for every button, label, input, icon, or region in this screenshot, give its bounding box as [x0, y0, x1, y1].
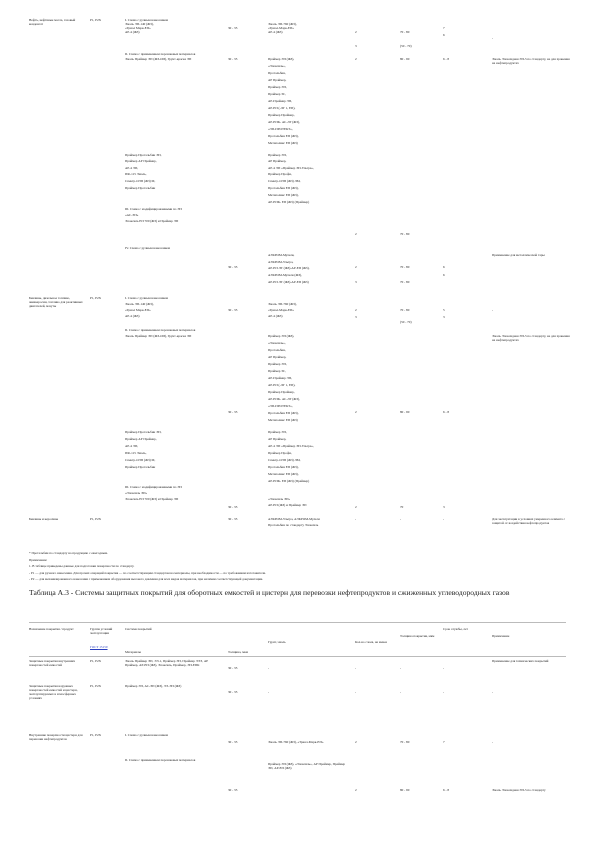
sealant-line: АР Праймер, [268, 355, 287, 359]
table-cell: Праймер ЭП, АС-ЭП (ЖЗ), ЭЭ-ЭП (ЖЗ) [125, 684, 182, 688]
sealant-line: «Эпоксиль ЭП» [268, 497, 291, 501]
material-line: «Эпоксиль ЭП» [125, 491, 148, 495]
sealant-line: АР-4 (ЖЗ) [268, 30, 283, 34]
layers: 2 [355, 410, 357, 414]
row-label: Бензины и керосины [29, 517, 59, 521]
table-cell: Внутренние поверхности цистерн для перевозки нефтепродуктов [29, 733, 83, 742]
sealant-line: АР-ЕП (ЖЗ) и Праймер ЭП [268, 503, 307, 507]
header-system: Система покрытий [125, 627, 152, 631]
sealant-line: Праймер Профи, [268, 451, 292, 455]
sealant-line: «ЭП-ПРОТЕКТ», [268, 127, 293, 131]
note: - [492, 308, 494, 312]
material-line: Праймер АР Праймер, [125, 159, 157, 163]
sealant-line: Праймер Праймер, [268, 390, 295, 394]
service-life: 6 [443, 273, 445, 277]
header-life: Срок службы, лет [443, 627, 468, 631]
material-line: Эмаль ЭП-140 (ЖЗ), [125, 302, 154, 306]
table-cell: 70 - 80 [400, 740, 410, 744]
footnote: - Р2 — для механизированного нанесения с применением оборудования высокого давления для всех видов материалов, при наличии соответствующей документации. [29, 577, 264, 581]
header-purpose: Назначение покрытия / продукт [29, 627, 74, 631]
material-line: Эмаль Праймер ЭП (ЖЗ-ОИ), Грунт-краска ЭП [125, 57, 192, 61]
sealant-line: АЭКРОМ-Ультра, [268, 260, 294, 264]
section-name: III. Схема с модифицированными по ЭП [125, 485, 182, 489]
sealant-line: Праймер ЭП (ЖЗ), [268, 334, 295, 338]
total-thickness: 80 - 90 [400, 57, 410, 61]
service-life: 3 [443, 315, 445, 319]
service-life: 3 [443, 505, 445, 509]
sealant-line: Спектр-ОЭП (ЖЗ) ЛМ, [268, 458, 301, 462]
material-line: «Триал Марк-ЕП» [125, 26, 151, 30]
total-thickness: 70 - 80 [400, 232, 410, 236]
thickness: 30 - 35 [228, 505, 238, 509]
sealant-line: Метаполикс ЕП (ЖЗ), [268, 193, 299, 197]
material-line: Праймер Протальбин [125, 186, 156, 190]
sealant-line: «ЭП-ПРОТЕКТ», [268, 404, 293, 408]
sealant-line: Праймер ЗС, [268, 92, 286, 96]
section-name: I. Схема с ручным нанесением [125, 18, 168, 22]
total-thickness: 80 - 90 [400, 410, 410, 414]
sealant-line: Эмаль ЭП-760 (ЖЗ), [268, 22, 297, 26]
header-note: Примечание [492, 634, 510, 638]
sealant-line: АР-Праймер ЭП, [268, 376, 292, 380]
note: Эмаль Эпоксидная ЭП-5 по стандарту, не для хранения на нефтепродуктах [492, 57, 570, 66]
sealant-line: АР-4 ЭП «Праймер ЭП-Ультра», [268, 166, 314, 170]
footnote: - Р1 — для ручного нанесения. Для прочих операций покрытия — по соответствующим стандартам на материалы, при необходимости — по требованиям изготовителя. [29, 571, 266, 575]
service-life: 6 [443, 33, 445, 37]
sealant-line: Метаполикс ЕП (ЖЗ) [268, 418, 298, 422]
sealant-line: Спектр-ОЭП (ЖЗ) ЛМ, [268, 179, 301, 183]
sealant-line: Протальбин, [268, 348, 286, 352]
sealant-line: Эмаль ЭП-760 (ЖЗ), [268, 302, 297, 306]
sealant-line: Протальбин ЕП (ЖЗ), [268, 186, 299, 190]
sealant-line: АР-ЕП (-ЛГ 1, ЕП), [268, 106, 296, 110]
header-total: Толщина покрытия, мкм [400, 634, 435, 638]
header-layers: Кол-во слоев, не менее [355, 640, 388, 644]
layers: 2 [355, 232, 357, 236]
note: - [492, 36, 494, 40]
table-cell: Эмаль Праймер ЭП, ЭЭ-1, Праймер ЭП, Праймер ЭЭЭ, АР Праймер, АР-ЕП (ЖЗ), Эпоксиль, Праймер, ЭП-ЕПК [125, 659, 209, 668]
service-life: 6 - 8 [443, 410, 450, 414]
note: Применение для металлической тары [492, 253, 545, 257]
sealant-line: Праймер ЭП, [268, 362, 287, 366]
table-cell: I. Схема с ручным нанесением [125, 733, 168, 737]
sealant-line: АЭКРОМ-Ультра, АЭКРОМ-Мульти [268, 517, 320, 521]
footnote: Примечание: [29, 558, 48, 562]
service-life: 7 [443, 26, 445, 30]
table-cell: 2 [355, 740, 357, 744]
total-thickness: (50 - 70) [400, 320, 412, 324]
sealant-line: АР-Праймер ЭП, [268, 99, 292, 103]
table-cell: - [443, 666, 445, 670]
footnote: 1. В таблице приведены данные для подготовки поверхности по стандарту. [29, 564, 135, 568]
sealant-line: АР-ЕП (-ЛГ 1, ЕП), [268, 383, 296, 387]
material-line: «Триал Марк-ЕП» [125, 308, 151, 312]
sealant-line: Протальбин ЕП (ЖЗ), [268, 411, 299, 415]
sealant-line: Праймер ЭП, [268, 85, 287, 89]
service-life: 5 [443, 308, 445, 312]
material-line: Праймер Протальбин ЭП, [125, 153, 162, 157]
table-rule [29, 622, 566, 623]
row-class: Р1, Р2Х [90, 517, 101, 521]
sealant-line: Метаполикс ЕП (ЖЗ) [268, 141, 298, 145]
layers: - [355, 517, 357, 521]
table-cell: 7 [443, 740, 445, 744]
table-cell: - [492, 690, 494, 694]
sealant-line: АЭКРОМ-Мульти (ЖЗ), [268, 273, 302, 277]
table-title: Таблица А.3 - Системы защитных покрытий для оборотных емкостей и цистерн для перевозки нефтепродуктов и сжиженных углеводородных газов [29, 588, 510, 597]
sealant-line: Праймер ЭП, [268, 430, 287, 434]
material-line: ПФ-115 Эмаль, [125, 451, 147, 455]
sealant-line: «Эпоксиль», [268, 341, 286, 345]
material-line: Праймер АР Праймер, [125, 437, 157, 441]
material-line: Эпоксиль ЕП 700 (ЖЗ) и Праймер ЭП [125, 219, 179, 223]
sealant-line: АР-4 ЭП «Праймер ЭП-Ультра», [268, 444, 314, 448]
layers: 3 [355, 44, 357, 48]
table-cell: - [400, 690, 402, 694]
service-life: 6 [443, 265, 445, 269]
table-cell: 30 - 35 [228, 666, 238, 670]
sealant-line: АР-ЕП ЛТ (ЖЗ)-АР-ЕП (ЖЗ), [268, 266, 310, 270]
table-cell: - [268, 690, 270, 694]
table-rule [29, 656, 566, 657]
table-cell: - [268, 666, 270, 670]
table-cell: - [400, 666, 402, 670]
section-name: IV. Схема с ручным нанесением [125, 246, 170, 250]
table-cell: Эмаль ЭП-760 (ЖЗ), «Триал-Марк-ЕП» [268, 740, 324, 744]
table-cell: 30 - 35 [228, 740, 238, 744]
sealant-line: АЭКРОМ-Мульти, [268, 253, 295, 257]
sealant-line: АР-ЕПК- АС-ЛГ (ЖЗ), [268, 397, 300, 401]
thickness: 30 - 35 [228, 57, 238, 61]
header-thickness: Толщина, мкм [228, 650, 248, 654]
gost-link[interactable]: ГОСТ 15150 [90, 645, 108, 649]
layers: 3 [355, 280, 357, 284]
total-thickness: 70 - 80 [400, 280, 410, 284]
sealant-line: Праймер Праймер, [268, 113, 295, 117]
sealant-line: Праймер ЭП, [268, 153, 287, 157]
sealant-line: Протальбин по стандарту Эпоксиль [268, 523, 319, 527]
material-line: ПФ-115 Эмаль, [125, 172, 147, 176]
sealant-line: АР Праймер, [268, 437, 287, 441]
sealant-line: «Триал-Марк-ЕП» [268, 308, 294, 312]
table-cell: Р1, Р2Х [90, 659, 101, 663]
sealant-line: Праймер ЗС, [268, 369, 286, 373]
sealant-line: Протальбин ЕП (ЖЗ), [268, 134, 299, 138]
row-label: Нефть, нефтяные масла, газовый конденсат [29, 18, 76, 27]
sealant-line: АР Праймер, [268, 78, 287, 82]
material-line: АР-4 ЭП, [125, 166, 139, 170]
thickness: 30 - 35 [228, 308, 238, 312]
table-cell: - [355, 690, 357, 694]
sealant-line: АР-ЕПК- АС-ЛГ (ЖЗ), [268, 120, 300, 124]
table-cell: Р1, Р2Х [90, 733, 101, 737]
material-line: АР-4 (ЖЗ) [125, 30, 140, 34]
material-line: «АС-ЭП» [125, 213, 139, 217]
section-name: II. Схема с применением порошковых материалов [125, 328, 196, 332]
layers: 3 [355, 315, 357, 319]
sealant-line: «Триал-Марк-ЕП» [268, 26, 294, 30]
table-cell: Эмаль Эпоксидная ЭП-5 по стандарту [492, 788, 546, 792]
row-class: Р1, Р2Х [90, 296, 101, 300]
table-cell: 2 [355, 788, 357, 792]
table-cell: II. Схема с применением порошковых материалов [125, 758, 196, 762]
layers: 2 [355, 30, 357, 34]
table-cell: 6 - 8 [443, 788, 450, 792]
sealant-line: Метаполикс ЕП (ЖЗ), [268, 472, 299, 476]
total-thickness: - [400, 517, 402, 521]
table-cell: Праймер ЭП (ЖЗ), «Эпоксиль», АР Праймер, Праймер ЭП, АР-ЕП (ЖЗ) [268, 762, 346, 771]
thickness: 30 - 35 [228, 517, 238, 521]
total-thickness: 70 - 80 [400, 265, 410, 269]
section-name: I. Схема с ручным нанесением [125, 296, 168, 300]
sealant-line: АР Праймер, [268, 159, 287, 163]
thickness: 30 - 35 [228, 26, 238, 30]
table-cell: - [492, 740, 494, 744]
material-line: Спектр-ОЭП (ЖЗ) М, [125, 458, 156, 462]
layers: 2 [355, 265, 357, 269]
header-group: Группа условий эксплуатации [90, 627, 113, 636]
layers: 2 [355, 57, 357, 61]
material-line: Праймер Протальбин ЭП, [125, 430, 162, 434]
sealant-line: Протальбин ЕП (ЖЗ), [268, 465, 299, 469]
table-cell: Защитные покрытия внутренних поверхностей емкостей [29, 659, 76, 668]
section-name: III. Схема с модифицированными по ЭП [125, 207, 182, 211]
row-class: Р1, Р2Х [90, 18, 101, 22]
note: Эмаль Эпоксидная ЭП-5 по стандарту, не для хранения на нефтепродуктах [492, 334, 570, 343]
sealant-line: АР-ЕП ЛТ (ЖЗ)-АР-ЕП (ЖЗ) [268, 280, 309, 284]
material-line: Спектр-ОЭП (ЖЗ) М, [125, 179, 156, 183]
total-thickness: 70 - 80 [400, 308, 410, 312]
row-label: Бензины, дизельное топливо, авиакеросин, топливо для реактивных двигателей, мазуты [29, 296, 83, 309]
material-line: АР-4 (ЖЗ) [125, 314, 140, 318]
sealant-line: АР-ЕПК- ЕП (ЖЗ) (Праймер) [268, 200, 310, 204]
table-cell: 80 - 90 [400, 788, 410, 792]
thickness: 30 - 35 [228, 265, 238, 269]
header-materials: Материалы [125, 650, 141, 654]
table-cell: - [355, 666, 357, 670]
table-cell: Защитные покрытия наружных поверхностей емкостей и цистерн, эксплуатируемых в атмосферных условиях [29, 684, 78, 701]
table-cell: - [443, 690, 445, 694]
material-line: Праймер Протальбин [125, 465, 156, 469]
material-line: Эмаль ЭП-140 (ЖЗ), [125, 22, 154, 26]
sealant-line: Праймер ЭП (ЖЗ), [268, 57, 295, 61]
sealant-line: АР-4 (ЖЗ) [268, 314, 283, 318]
layers: 2 [355, 308, 357, 312]
layers: 2 [355, 505, 357, 509]
service-life: 6 - 8 [443, 57, 450, 61]
sealant-line: «Эпоксиль», [268, 64, 286, 68]
header-primer: Грунт, эмаль [268, 640, 286, 644]
sealant-line: Праймер Профи, [268, 172, 292, 176]
footnote: * Протальбин по стандарту на продукцию с ежегодным. [29, 551, 108, 555]
table-cell: 30 - 35 [228, 788, 238, 792]
table-cell: 30 - 35 [228, 690, 238, 694]
material-line: Эпоксиль ЕП 700 (ЖЗ) и Праймер ЭП [125, 497, 179, 501]
total-thickness: 70 - 80 [400, 30, 410, 34]
sealant-line: Протальбин, [268, 71, 286, 75]
table-cell: Применение для технических покрытий [492, 659, 549, 663]
note: Для эксплуатации в условиях умеренного климата с защитой от воздействия нефтепродуктов [492, 517, 566, 526]
sealant-line: АР-ЕПК- ЕП (ЖЗ) (Праймер) [268, 479, 310, 483]
thickness: 30 - 35 [228, 410, 238, 414]
material-line: Эмаль Праймер ЭП (ЖЗ-ОИ), Грунт-краска ЭП [125, 334, 192, 338]
section-name: II. Схема с применением порошковых материалов [125, 52, 196, 56]
total-thickness: (50 - 70) [400, 44, 412, 48]
table-cell: Р1, Р2Х [90, 684, 101, 688]
material-line: АР-4 ЭП, [125, 444, 139, 448]
total-thickness: 70 [400, 505, 404, 509]
service-life: - [443, 517, 445, 521]
